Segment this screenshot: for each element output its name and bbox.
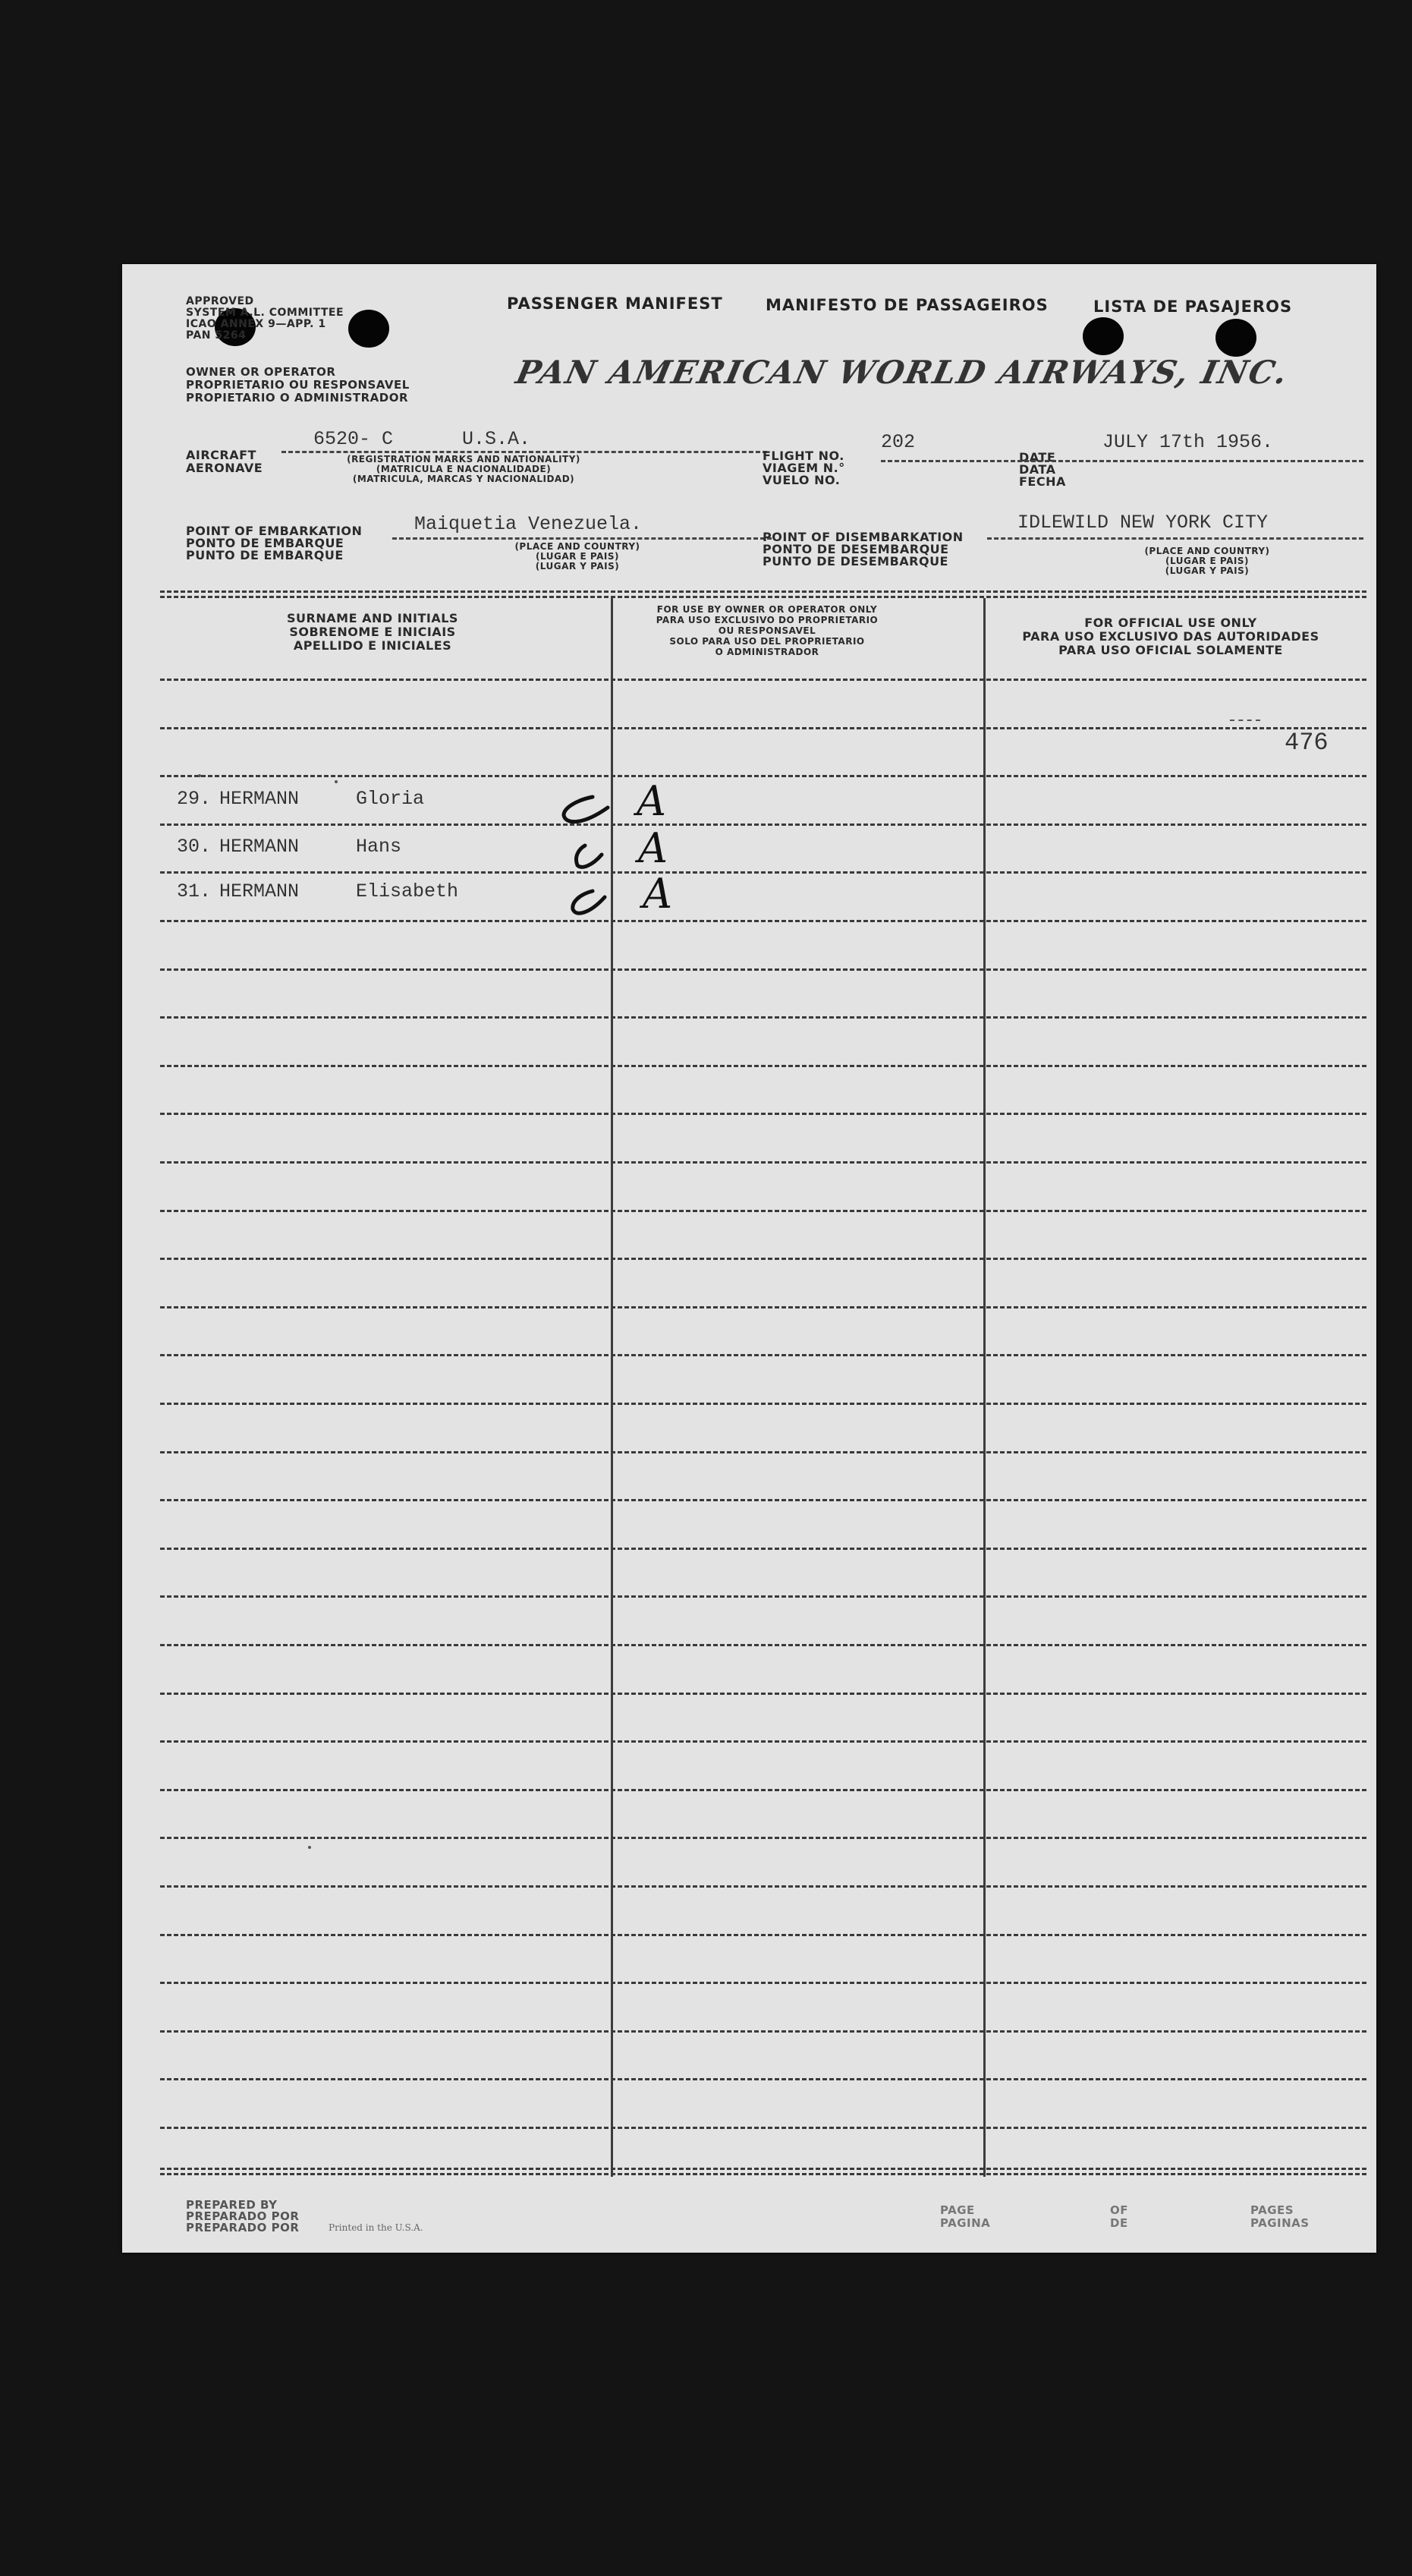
owner-label xyxy=(186,366,410,405)
footer-rule xyxy=(160,2168,1366,2170)
table-row-rule xyxy=(160,920,1366,922)
date-label xyxy=(1019,452,1066,488)
prepared-line: PREPARADO POR xyxy=(186,2221,300,2234)
header-rule xyxy=(160,590,1366,593)
owner-line: OWNER OR OPERATOR xyxy=(186,365,336,379)
table-row-rule xyxy=(160,1113,1366,1115)
passenger-surname: HERMANN xyxy=(219,880,300,902)
aircraft-label xyxy=(186,449,263,474)
disembark-note: (PLACE AND COUNTRY) xyxy=(1144,546,1270,556)
passenger-number: 30. xyxy=(177,836,212,858)
flight-value: 202 xyxy=(881,431,916,453)
table-row-rule xyxy=(160,968,1366,971)
disembark-note: (LUGAR Y PAIS) xyxy=(1165,565,1250,576)
table-row-rule xyxy=(160,2127,1366,2129)
owner-line: PROPIETARIO O ADMINISTRADOR xyxy=(186,391,409,405)
disembark-notes xyxy=(1109,546,1306,576)
embark-underline xyxy=(392,537,772,540)
pages-label xyxy=(1250,2204,1310,2230)
aircraft-value: 6520- C xyxy=(313,428,394,450)
embark-label-en: POINT OF EMBARKATION xyxy=(186,524,363,538)
table-row-rule xyxy=(160,1693,1366,1695)
table-row-rule xyxy=(160,1499,1366,1501)
passenger-number: 29. xyxy=(177,788,212,810)
approval-line: APPROVED xyxy=(186,295,254,307)
aircraft-underline xyxy=(281,451,767,453)
column-header-line: OU RESPONSAVEL xyxy=(718,625,816,636)
handwritten-marks xyxy=(547,765,714,940)
check-mark-icon xyxy=(573,891,605,913)
aircraft-label-en: AIRCRAFT xyxy=(186,448,256,462)
disembark-note: (LUGAR E PAIS) xyxy=(1165,556,1249,566)
table-row-rule xyxy=(160,1595,1366,1598)
disembark-label-pt: PONTO DE DESEMBARQUE xyxy=(763,542,949,556)
column-header-names xyxy=(213,612,532,653)
flight-date-underline xyxy=(881,460,1363,462)
table-row-rule xyxy=(160,824,1366,826)
table-row-rule xyxy=(160,1258,1366,1260)
table-row-rule xyxy=(160,1161,1366,1164)
prepared-line: PREPARED BY xyxy=(186,2198,278,2212)
approval-line: SYSTEM A.L. COMMITTEE xyxy=(186,307,344,319)
passenger-mark: A xyxy=(637,777,666,825)
table-row-rule xyxy=(160,1403,1366,1405)
flight-label-es: VUELO NO. xyxy=(763,473,841,487)
of-label-pt: DE xyxy=(1110,2216,1128,2230)
table-row-rule xyxy=(160,1740,1366,1743)
table-row-rule xyxy=(160,2078,1366,2080)
column-header-line: PARA USO EXCLUSIVO DO PROPRIETARIO xyxy=(656,615,879,625)
check-mark-icon xyxy=(564,797,608,822)
title-portuguese: MANIFESTO DE PASSAGEIROS xyxy=(766,296,1049,314)
stray-mark xyxy=(308,1846,311,1849)
column-header-line: SOLO PARA USO DEL PROPRIETARIO xyxy=(669,636,865,647)
of-label-en: OF xyxy=(1110,2203,1128,2217)
table-row-rule xyxy=(160,1789,1366,1791)
column-divider xyxy=(983,598,986,2177)
column-header-line: FOR USE BY OWNER OR OPERATOR ONLY xyxy=(656,604,878,615)
embark-value: Maiquetia Venezuela. xyxy=(414,513,643,535)
table-row-rule xyxy=(160,775,1366,777)
passenger-mark: A xyxy=(638,824,668,872)
official-number: 476 xyxy=(1285,729,1329,757)
embark-note: (LUGAR E PAIS) xyxy=(536,551,619,562)
prepared-line: PREPARADO POR xyxy=(186,2209,300,2223)
title-english: PASSENGER MANIFEST xyxy=(507,294,723,313)
embark-label-pt: PONTO DE EMBARQUE xyxy=(186,536,344,550)
pages-label-pt: PAGINAS xyxy=(1250,2216,1310,2230)
pages-label-en: PAGES xyxy=(1250,2203,1294,2217)
flight-label-en: FLIGHT NO. xyxy=(763,449,844,463)
printed-note: Printed in the U.S.A. xyxy=(329,2222,423,2233)
table-row-rule xyxy=(160,1885,1366,1888)
approval-line: PAN 5264 xyxy=(186,329,247,342)
table-row-rule xyxy=(160,727,1366,729)
registration-notes xyxy=(304,455,623,484)
registration-note: (REGISTRATION MARKS AND NATIONALITY) xyxy=(347,454,580,464)
column-header-line: APELLIDO E INICIALES xyxy=(293,638,452,653)
table-row-rule xyxy=(160,679,1366,681)
date-label-en: DATE xyxy=(1019,450,1056,464)
owner-line: PROPRIETARIO OU RESPONSAVEL xyxy=(186,378,410,392)
manifest-sheet xyxy=(122,264,1376,2253)
column-header-line: SOBRENOME E INICIAIS xyxy=(289,625,456,639)
table-row-rule xyxy=(160,1548,1366,1550)
column-header-line: PARA USO EXCLUSIVO DAS AUTORIDADES xyxy=(1022,629,1319,644)
column-header-line: O ADMINISTRADOR xyxy=(715,647,819,657)
disembark-value: IDLEWILD NEW YORK CITY xyxy=(1017,512,1269,534)
table-row-rule xyxy=(160,1451,1366,1453)
footer-rule xyxy=(160,2173,1366,2175)
table-row-rule xyxy=(160,1982,1366,1984)
title-spanish: LISTA DE PASAJEROS xyxy=(1093,298,1293,316)
page-label-pt: PAGINA xyxy=(940,2216,991,2230)
passenger-given-name: Hans xyxy=(356,836,402,858)
date-value: JULY 17th 1956. xyxy=(1102,431,1274,453)
table-row-rule xyxy=(160,2030,1366,2033)
prepared-by xyxy=(186,2200,299,2234)
passenger-given-name: Gloria xyxy=(356,788,425,810)
table-row-rule xyxy=(160,871,1366,874)
punch-hole-icon xyxy=(1083,317,1124,355)
date-label-pt: DATA xyxy=(1019,462,1056,477)
punch-hole-icon xyxy=(1215,319,1256,357)
table-row-rule xyxy=(160,1354,1366,1356)
table-row-rule xyxy=(160,1210,1366,1212)
punch-hole-icon xyxy=(348,310,389,348)
airline-name: PAN AMERICAN WORLD AIRWAYS, INC. xyxy=(512,354,1292,391)
column-header-line: SURNAME AND INITIALS xyxy=(287,611,458,625)
passenger-surname: HERMANN xyxy=(219,788,300,810)
of-label xyxy=(1110,2204,1128,2230)
official-number-dash xyxy=(1230,720,1260,721)
embark-label-es: PUNTO DE EMBARQUE xyxy=(186,548,344,562)
registration-note: (MATRICULA, MARCAS Y NACIONALIDAD) xyxy=(352,474,575,484)
table-row-rule xyxy=(160,1306,1366,1308)
check-mark-icon xyxy=(576,846,602,867)
table-row-rule xyxy=(160,1837,1366,1839)
disembark-label-es: PUNTO DE DESEMBARQUE xyxy=(763,554,948,568)
table-row-rule xyxy=(160,1934,1366,1936)
disembark-label xyxy=(763,531,964,568)
passenger-number: 31. xyxy=(177,880,212,902)
embark-note: (PLACE AND COUNTRY) xyxy=(514,541,640,552)
column-header-owner-use xyxy=(615,604,919,657)
date-label-es: FECHA xyxy=(1019,474,1066,489)
passenger-surname: HERMANN xyxy=(219,836,300,858)
approval-line: ICAO ANNEX 9—APP. 1 xyxy=(186,318,326,330)
column-header-line: FOR OFFICIAL USE ONLY xyxy=(1084,616,1257,630)
page-label xyxy=(940,2204,990,2230)
header-rule xyxy=(160,596,1366,598)
passenger-given-name: Elisabeth xyxy=(356,880,459,902)
embark-note: (LUGAR Y PAIS) xyxy=(535,561,620,572)
embark-notes xyxy=(479,542,676,572)
table-row-rule xyxy=(160,1016,1366,1019)
column-header-line: PARA USO OFICIAL SOLAMENTE xyxy=(1058,643,1283,657)
aircraft-label-pt: AERONAVE xyxy=(186,461,263,475)
table-row-rule xyxy=(160,1644,1366,1646)
embark-label xyxy=(186,525,362,562)
page-label-en: PAGE xyxy=(940,2203,975,2217)
stray-mark xyxy=(198,774,201,777)
stray-mark xyxy=(335,780,338,783)
disembark-label-en: POINT OF DISEMBARKATION xyxy=(763,530,964,544)
table-row-rule xyxy=(160,1065,1366,1067)
column-header-official-use xyxy=(981,616,1360,657)
nationality-value: U.S.A. xyxy=(462,428,531,450)
flight-label-pt: VIAGEM N.° xyxy=(763,461,845,475)
approval-block xyxy=(186,296,344,342)
passenger-mark: A xyxy=(643,870,672,918)
flight-label xyxy=(763,450,845,487)
disembark-underline xyxy=(987,537,1363,540)
registration-note: (MATRICULA E NACIONALIDADE) xyxy=(376,464,552,474)
